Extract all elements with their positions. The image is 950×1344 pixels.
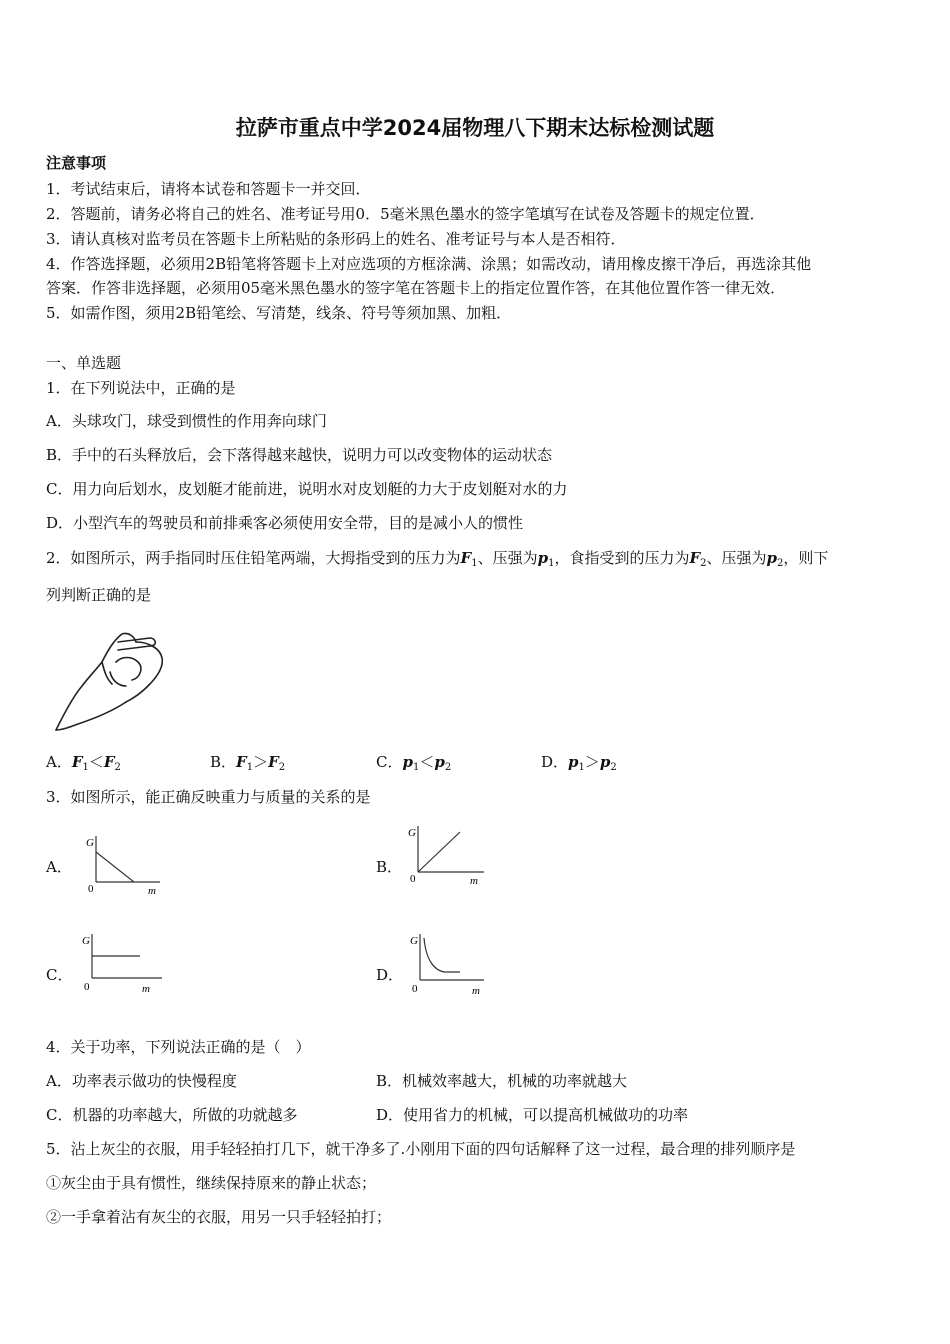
- axis-label-m: m: [142, 983, 150, 995]
- q3-option-b-label: B．: [376, 858, 403, 876]
- graph-decreasing-line: [84, 830, 164, 896]
- axis-label-g: G: [82, 935, 90, 947]
- note-item: 4．作答选择题，必须用2B铅笔将答题卡上对应选项的方框涂满、涂黑；如需改动，请用橡皮擦干净后，再选涂其他: [46, 255, 812, 273]
- q1-option-c: C．用力向后划水，皮划艇才能前进，说明水对皮划艇的力大于皮划艇对水的力: [46, 480, 568, 498]
- axis-origin: 0: [412, 983, 418, 995]
- note-item: 答案．作答非选择题，必须用05毫米黑色墨水的签字笔在答题卡上的指定位置作答，在其他位置作答一律无效．: [46, 279, 786, 297]
- question-2-stem-line2: 列判断正确的是: [46, 586, 152, 604]
- section-heading: 一、单选题: [46, 354, 122, 372]
- axis-label-g: G: [408, 827, 416, 839]
- notes-heading: 注意事项: [46, 154, 107, 172]
- question-5-stem: 5．沾上灰尘的衣服，用手轻轻拍打几下，就干净多了.小刚用下面的四句话解释了这一过程，最合理的排列顺序是: [46, 1140, 796, 1158]
- axis-label-m: m: [148, 885, 156, 896]
- question-4-stem: 4．关于功率，下列说法正确的是（ ）: [46, 1038, 311, 1056]
- q1-option-a: A．头球攻门，球受到惯性的作用奔向球门: [46, 412, 327, 430]
- axis-origin: 0: [410, 873, 416, 885]
- q4-option-b: B．机械效率越大，机械的功率就越大: [376, 1072, 628, 1090]
- q4-option-c: C．机器的功率越大，所做的功就越多: [46, 1106, 298, 1124]
- q1-option-d: D．小型汽车的驾驶员和前排乘客必须使用安全带，目的是减小人的惯性: [46, 514, 524, 532]
- note-item: 1．考试结束后，请将本试卷和答题卡一并交回．: [46, 180, 371, 198]
- q2-option-d: D．$p_1>p_2$: [541, 753, 617, 773]
- axis-label-g: G: [410, 935, 418, 947]
- note-item: 5．如需作图，须用2B铅笔绘、写清楚，线条、符号等须加黑、加粗．: [46, 304, 512, 322]
- note-item: 3．请认真核对监考员在答题卡上所粘贴的条形码上的姓名、准考证号与本人是否相符．: [46, 230, 626, 248]
- question-2-stem: 2．如图所示，两手指同时压住铅笔两端，大拇指受到的压力为$F_1$、压强为$p_1$，食指受到的压力为$F_2$、压强为$p_2$，则下: [46, 549, 829, 569]
- graph-inverse-curve: [404, 930, 488, 998]
- q3-option-c-label: C．: [46, 966, 73, 984]
- axis-label-m: m: [472, 985, 480, 997]
- q5-item-1: ①灰尘由于具有惯性，继续保持原来的静止状态；: [46, 1174, 377, 1192]
- question-3-stem: 3．如图所示，能正确反映重力与质量的关系的是: [46, 788, 371, 806]
- axis-label-g: G: [86, 837, 94, 849]
- q2-option-b: B．$F_1>F_2$: [210, 753, 286, 773]
- q3-option-a-label: A．: [46, 858, 72, 876]
- q2-option-a: A．$F_1<F_2$: [46, 753, 121, 773]
- question-1-stem: 1．在下列说法中，正确的是: [46, 379, 236, 397]
- graph-horizontal-line: [80, 930, 166, 996]
- hand-pencil-figure: [52, 628, 167, 733]
- axis-label-m: m: [470, 875, 478, 887]
- q4-option-a: A．功率表示做功的快慢程度: [46, 1072, 237, 1090]
- q3-option-d-label: D．: [376, 966, 404, 984]
- axis-origin: 0: [88, 883, 94, 895]
- note-item: 2．答题前，请务必将自己的姓名、准考证号用0．5毫米黑色墨水的签字笔填写在试卷及答题卡的规定位置．: [46, 205, 765, 223]
- axis-origin: 0: [84, 981, 90, 993]
- q2-option-c: C．$p_1<p_2$: [376, 753, 452, 773]
- q1-option-b: B．手中的石头释放后，会下落得越来越快，说明力可以改变物体的运动状态: [46, 446, 553, 464]
- page-title: 拉萨市重点中学2024届物理八下期末达标检测试题: [235, 116, 715, 140]
- q5-item-2: ②一手拿着沾有灰尘的衣服，用另一只手轻轻拍打；: [46, 1208, 392, 1226]
- q4-option-d: D．使用省力的机械，可以提高机械做功的功率: [376, 1106, 689, 1124]
- graph-proportional-line: [404, 822, 488, 888]
